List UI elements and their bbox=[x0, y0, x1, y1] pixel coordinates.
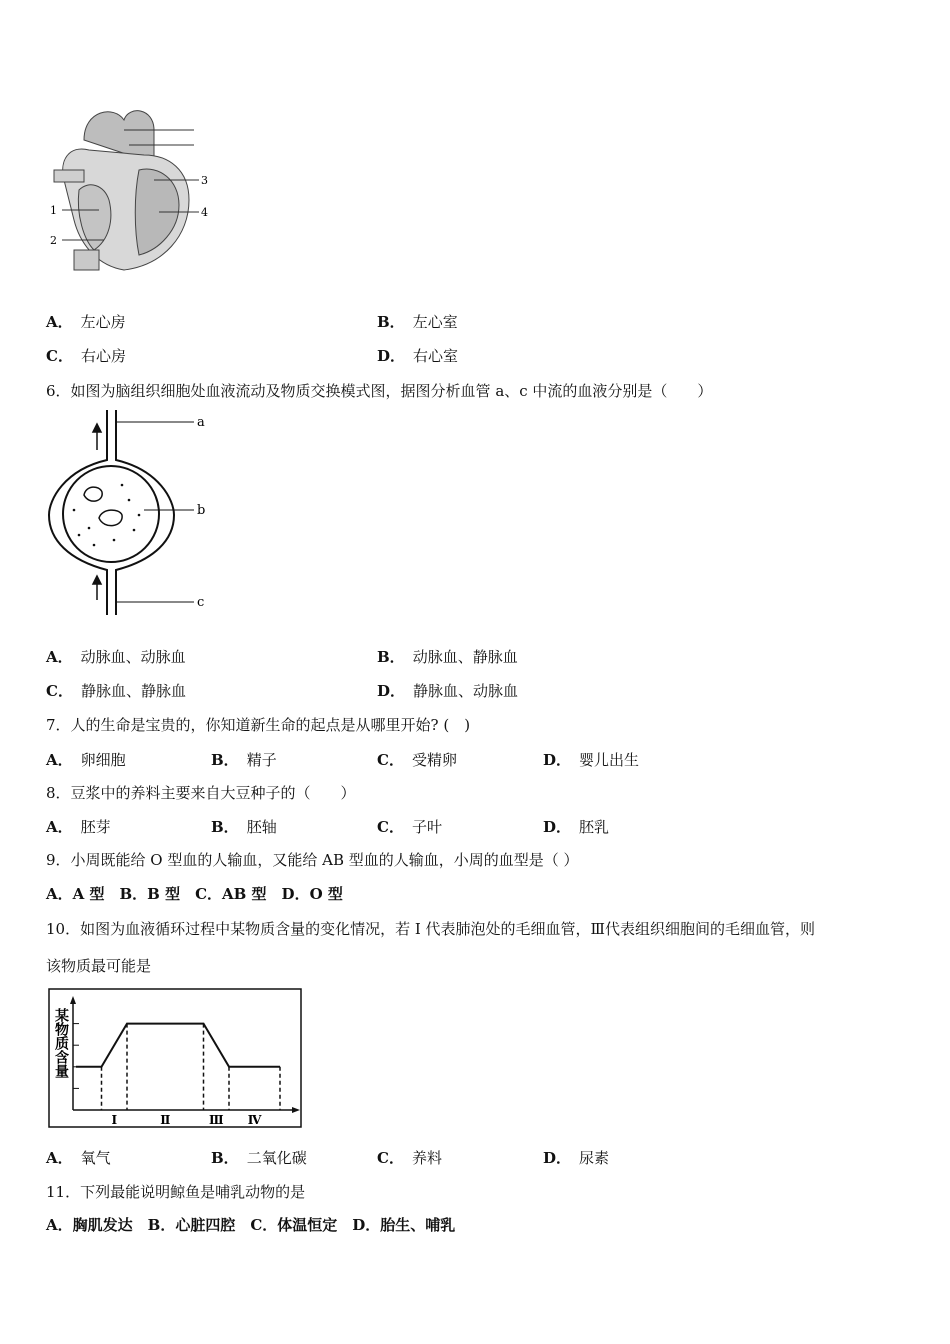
q6-option-c[interactable]: C． 静脉血、静脉血 bbox=[46, 682, 186, 700]
chart-category-label: Ⅳ bbox=[247, 1113, 262, 1127]
vessel-label-b: b bbox=[197, 503, 206, 518]
vessel-label-a: a bbox=[197, 415, 205, 430]
chart-category-label: Ⅱ bbox=[160, 1113, 171, 1127]
q11-stem: 11．下列最能说明鲸鱼是哺乳动物的是 bbox=[46, 1183, 306, 1201]
q7-stem: 7．人的生命是宝贵的，你知道新生命的起点是从哪里开始? ( ) bbox=[46, 716, 471, 734]
q6-stem: 6．如图为脑组织细胞处血液流动及物质交换模式图，据图分析血管 a、c 中流的血液分别是（ ） bbox=[46, 382, 713, 400]
heart-label-2: 2 bbox=[50, 234, 57, 247]
chart-series-line bbox=[76, 1024, 280, 1067]
chart-category-label: Ⅲ bbox=[208, 1113, 224, 1127]
q5-option-a[interactable]: A． 左心房 bbox=[46, 313, 126, 331]
q6-option-d[interactable]: D． 静脉血、动脉血 bbox=[377, 682, 519, 700]
q8-stem: 8．豆浆中的养料主要来自大豆种子的（ ） bbox=[46, 784, 356, 802]
q8-option-b[interactable]: B． 胚轴 bbox=[211, 818, 277, 836]
q8-option-a[interactable]: A． 胚芽 bbox=[46, 818, 111, 836]
heart-label-4: 4 bbox=[201, 206, 208, 219]
heart-label-1: 1 bbox=[50, 204, 57, 217]
q10-option-d[interactable]: D． 尿素 bbox=[543, 1149, 610, 1167]
q8-option-d[interactable]: D． 胚乳 bbox=[543, 818, 610, 836]
q7-option-b[interactable]: B． 精子 bbox=[211, 751, 277, 769]
chart-category-label: I bbox=[111, 1113, 118, 1127]
q6-option-a[interactable]: A． 动脉血、动脉血 bbox=[46, 648, 186, 666]
q10-stem-line1: 10．如图为血液循环过程中某物质含量的变化情况，若 I 代表肺泡处的毛细血管，Ⅲ代表组织细胞间的毛细血管，则 bbox=[46, 920, 816, 938]
q7-option-d[interactable]: D． 婴儿出生 bbox=[543, 751, 640, 769]
q9-options[interactable]: A．A 型 B．B 型 C．AB 型 D．O 型 bbox=[46, 885, 343, 903]
q6-option-b[interactable]: B． 动脉血、静脉血 bbox=[377, 648, 518, 666]
q10-option-c[interactable]: C． 养料 bbox=[377, 1149, 442, 1167]
q5-option-c[interactable]: C． 右心房 bbox=[46, 347, 126, 365]
heart-label-3: 3 bbox=[201, 174, 208, 187]
q9-stem: 9．小周既能给 O 型血的人输血，又能给 AB 型血的人输血，小周的血型是（ ） bbox=[46, 851, 579, 869]
vessel-label-c: c bbox=[197, 595, 205, 610]
heart-diagram bbox=[44, 100, 214, 280]
q10-stem-line2: 该物质最可能是 bbox=[46, 957, 152, 975]
q5-option-d[interactable]: D． 右心室 bbox=[377, 347, 459, 365]
q10-option-a[interactable]: A． 氧气 bbox=[46, 1149, 111, 1167]
q11-options[interactable]: A．胸肌发达 B．心脏四腔 C．体温恒定 D．胎生、哺乳 bbox=[46, 1216, 456, 1234]
q7-option-a[interactable]: A． 卵细胞 bbox=[46, 751, 126, 769]
substance-chart bbox=[48, 988, 304, 1130]
q10-option-b[interactable]: B． 二氧化碳 bbox=[211, 1149, 307, 1167]
capillary-diagram bbox=[44, 410, 224, 620]
q7-option-c[interactable]: C． 受精卵 bbox=[377, 751, 457, 769]
q8-option-c[interactable]: C． 子叶 bbox=[377, 818, 442, 836]
q5-option-b[interactable]: B． 左心室 bbox=[377, 313, 458, 331]
chart-ylabel: 某物质含量 bbox=[53, 1008, 69, 1078]
